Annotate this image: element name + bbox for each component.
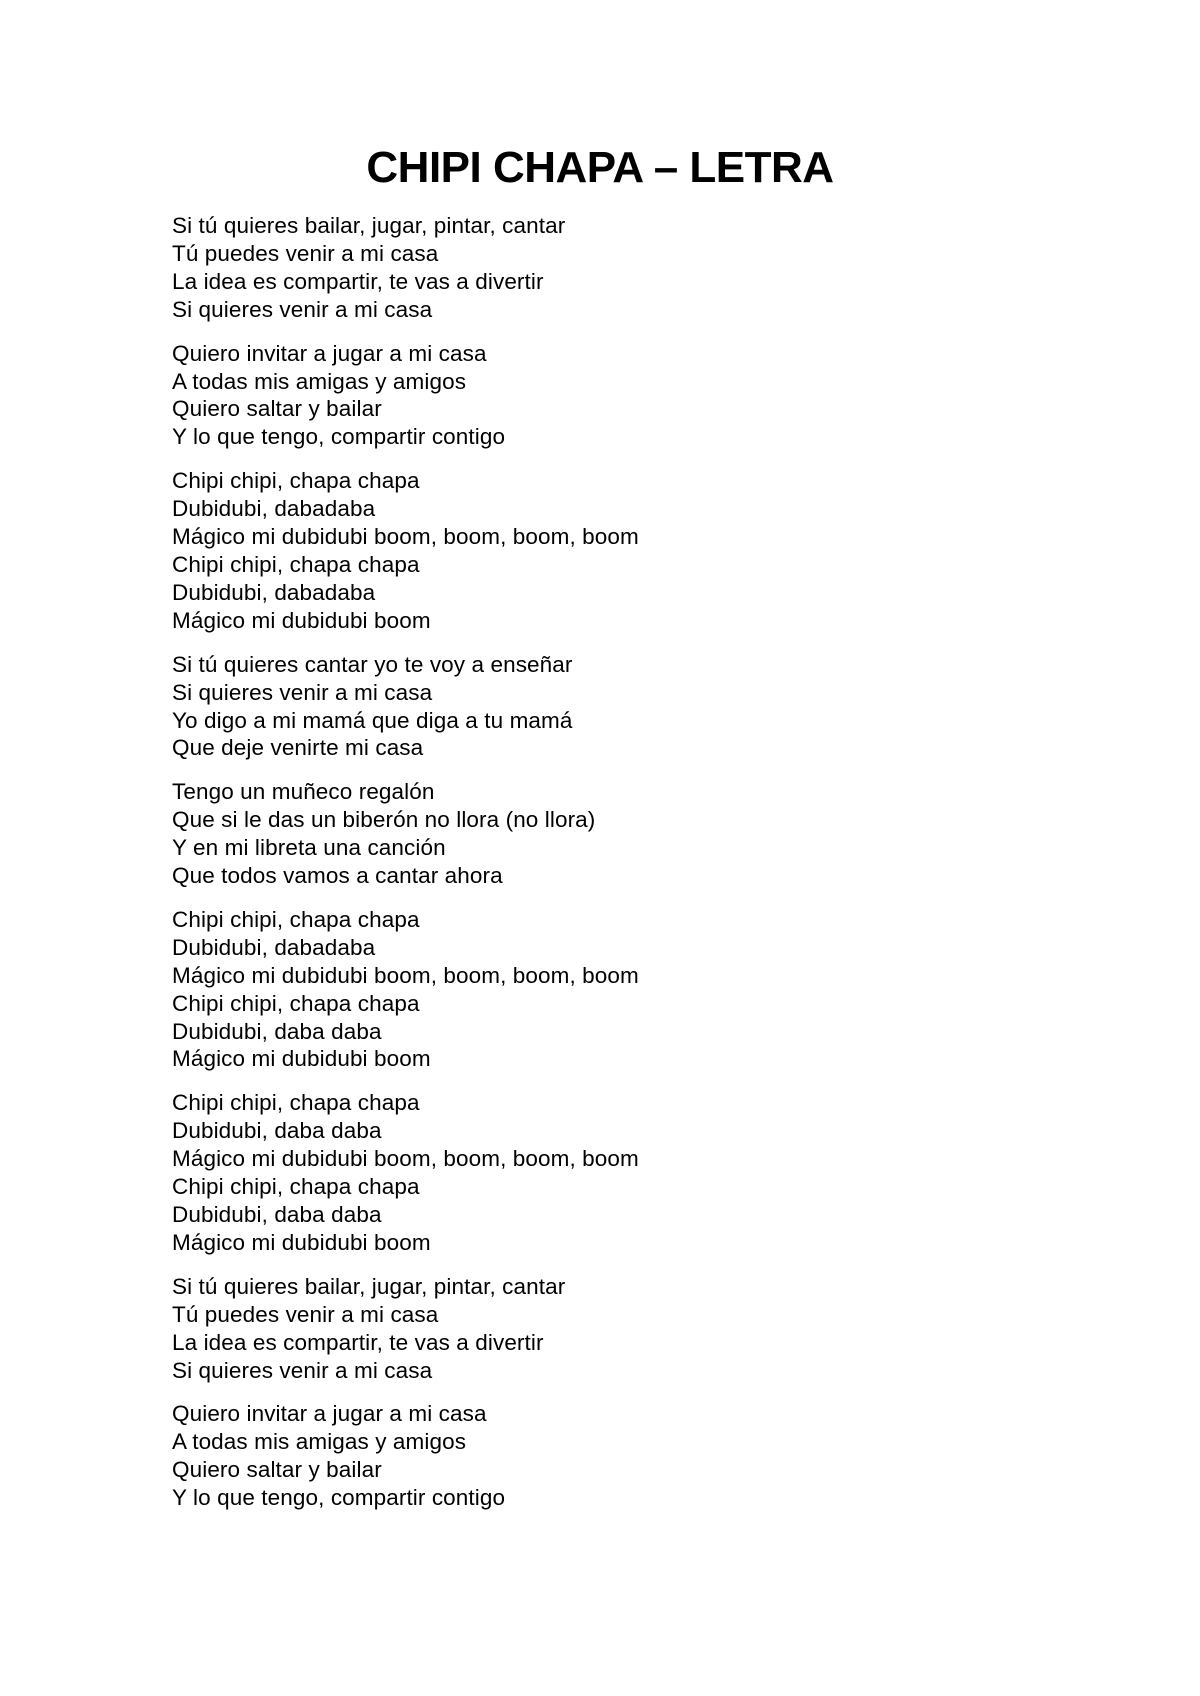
lyric-line: La idea es compartir, te vas a divertir [172, 268, 544, 294]
stanza [172, 212, 1072, 324]
lyric-line: Si tú quieres bailar, jugar, pintar, cantar [172, 1273, 566, 1299]
lyric-line: Dubidubi, dabadaba [172, 579, 376, 605]
lyric-line: Mágico mi dubidubi boom [172, 1229, 431, 1255]
lyric-line: Chipi chipi, chapa chapa [172, 551, 420, 577]
lyric-line: Mágico mi dubidubi boom [172, 1046, 431, 1072]
lyric-line: Y lo que tengo, compartir contigo [172, 1485, 506, 1511]
lyric-line: Mágico mi dubidubi boom, boom, boom, boom [172, 962, 639, 988]
stanza [172, 467, 1072, 634]
lyric-line: Que si le das un biberón no llora (no llora) [172, 807, 596, 833]
lyric-line: La idea es compartir, te vas a divertir [172, 1329, 544, 1355]
lyric-line: Y en mi libreta una canción [172, 835, 446, 861]
lyric-line: Mágico mi dubidubi boom [172, 607, 431, 633]
stanza [172, 778, 1072, 890]
stanza [172, 1273, 1072, 1385]
lyric-line: Mágico mi dubidubi boom, boom, boom, boom [172, 1146, 639, 1172]
lyric-line: Chipi chipi, chapa chapa [172, 1174, 420, 1200]
lyric-line: Quiero invitar a jugar a mi casa [172, 340, 487, 366]
stanza [172, 340, 1072, 452]
lyric-line: Dubidubi, dabadaba [172, 934, 376, 960]
document-title: CHIPI CHAPA – LETRA [366, 143, 834, 192]
lyric-line: Que deje venirte mi casa [172, 735, 424, 761]
lyric-line: Dubidubi, daba daba [172, 1202, 382, 1227]
stanza [172, 1400, 1072, 1512]
lyric-line: Dubidubi, daba daba [172, 1018, 382, 1044]
lyric-line: Yo digo a mi mamá que diga a tu mamá [172, 707, 573, 733]
lyric-line: Tú puedes venir a mi casa [172, 240, 439, 266]
lyric-line: Si quieres venir a mi casa [172, 296, 433, 322]
lyric-line: Si quieres venir a mi casa [172, 679, 433, 705]
lyric-line: Chipi chipi, chapa chapa [172, 468, 420, 494]
stanza [172, 651, 1072, 763]
stanza [172, 1089, 1072, 1256]
lyric-line: Mágico mi dubidubi boom, boom, boom, boom [172, 524, 639, 550]
lyric-line: Si quieres venir a mi casa [172, 1357, 433, 1383]
lyric-line: Si tú quieres bailar, jugar, pintar, cantar [172, 213, 566, 238]
lyric-line: Quiero saltar y bailar [172, 396, 382, 422]
lyric-line: Tengo un muñeco regalón [172, 779, 435, 805]
stanza [172, 906, 1072, 1073]
lyric-line: Quiero saltar y bailar [172, 1457, 382, 1483]
lyric-line: Chipi chipi, chapa chapa [172, 990, 420, 1016]
lyric-line: Y lo que tengo, compartir contigo [172, 424, 506, 450]
lyric-line: Tú puedes venir a mi casa [172, 1301, 439, 1327]
lyric-line: Dubidubi, dabadaba [172, 496, 376, 522]
lyric-line: Quiero invitar a jugar a mi casa [172, 1401, 487, 1427]
lyric-line: Que todos vamos a cantar ahora [172, 863, 503, 889]
lyric-line: Chipi chipi, chapa chapa [172, 906, 420, 932]
lyric-line: A todas mis amigas y amigos [172, 1429, 467, 1455]
lyric-line: Si tú quieres cantar yo te voy a enseñar [172, 651, 573, 677]
lyric-line: Chipi chipi, chapa chapa [172, 1090, 420, 1116]
lyrics-body [172, 212, 1072, 1528]
lyric-line: A todas mis amigas y amigos [172, 368, 467, 394]
lyric-line: Dubidubi, daba daba [172, 1118, 382, 1144]
